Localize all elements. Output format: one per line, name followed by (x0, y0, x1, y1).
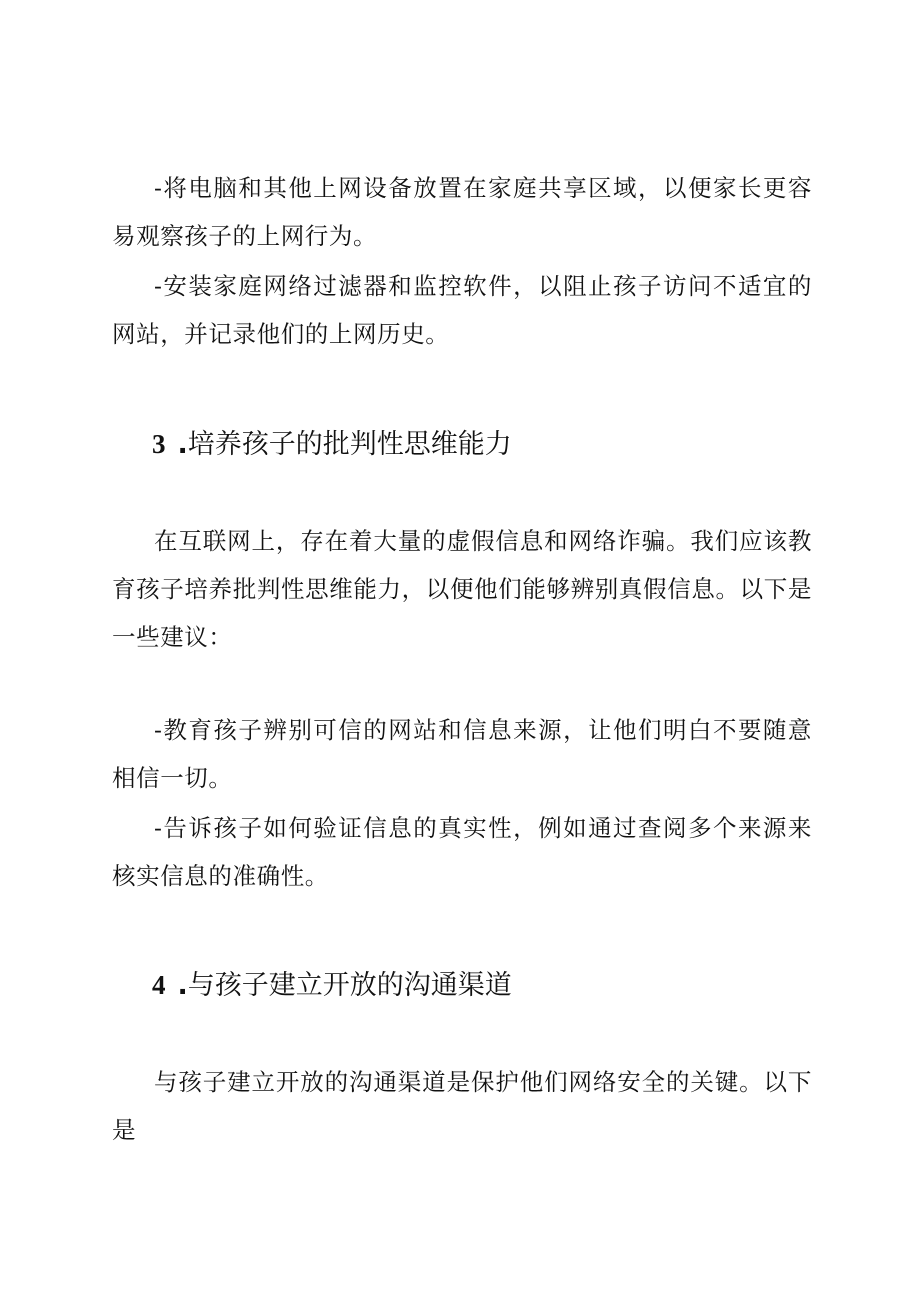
section-dot: . (177, 970, 188, 1001)
paragraph-device-placement: -将电脑和其他上网设备放置在家庭共享区域，以便家长更容易观察孩子的上网行为。 (112, 174, 812, 250)
section-number: 3 (152, 429, 166, 459)
paragraph-trusted-sources: -教育孩子辨别可信的网站和信息来源，让他们明白不要随意相信一切。 (112, 716, 812, 792)
section-heading-4 (152, 965, 812, 1006)
section-heading-3 (152, 424, 812, 465)
paragraph-verify-info: -告诉孩子如何验证信息的真实性，例如通过查阅多个来源来核实信息的准确性。 (112, 814, 812, 890)
section-dot: . (177, 429, 188, 460)
paragraph-filter-software: -安装家庭网络过滤器和监控软件，以阻止孩子访问不适宜的网站，并记录他们的上网历史。 (112, 272, 812, 348)
section-title: 培养孩子的批判性思维能力 (187, 429, 512, 460)
section-number: 4 (152, 970, 166, 1000)
paragraph-open-communication: 与孩子建立开放的沟通渠道是保护他们网络安全的关键。以下是 (112, 1068, 812, 1144)
paragraph-critical-thinking-intro: 在互联网上，存在着大量的虚假信息和网络诈骗。我们应该教育孩子培养批判性思维能力，以便他们能够辨别真假信息。以下是一些建议： (112, 527, 812, 651)
section-title: 与孩子建立开放的沟通渠道 (187, 970, 512, 1001)
